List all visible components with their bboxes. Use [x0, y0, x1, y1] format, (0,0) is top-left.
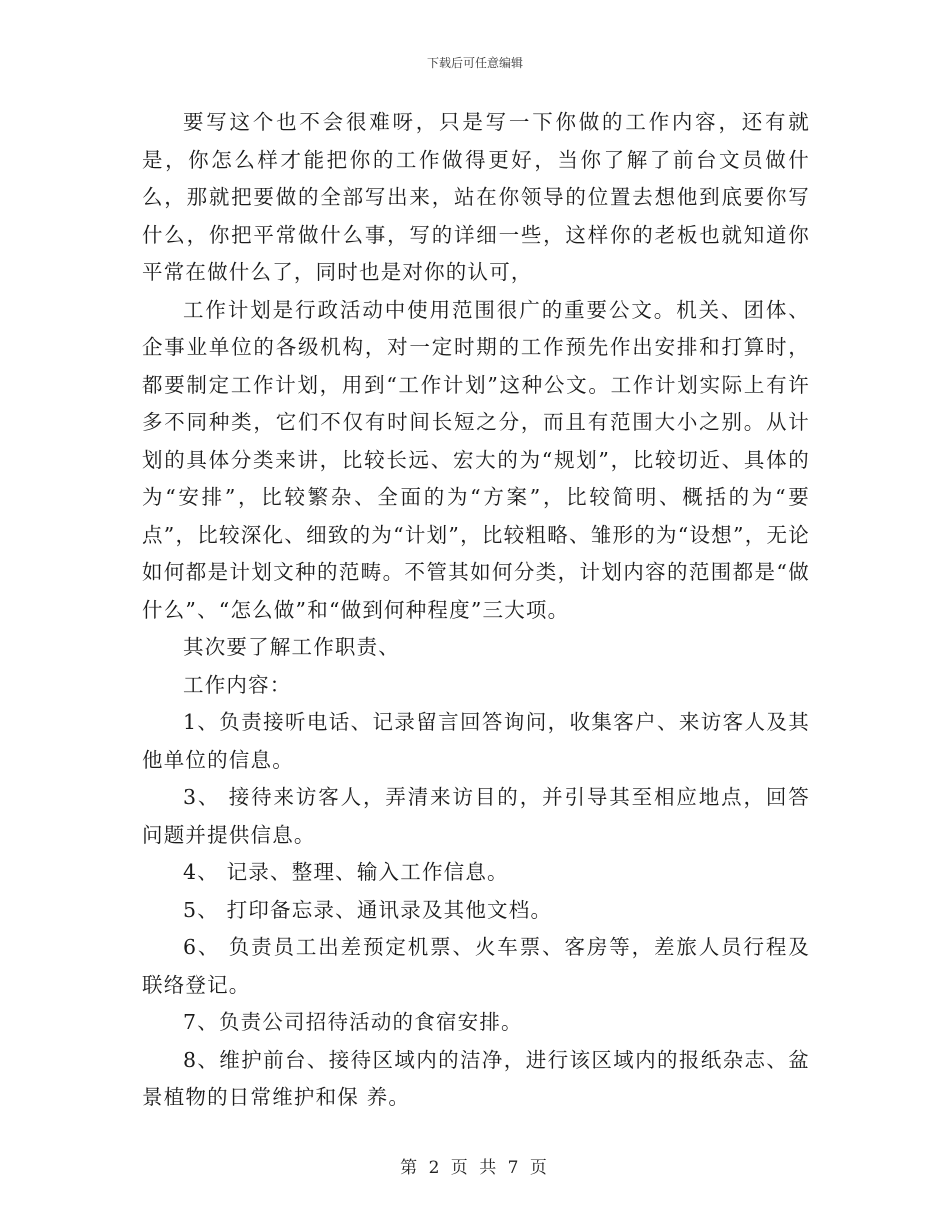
paragraph-content-heading: 工作内容：: [183, 672, 292, 697]
header-note: 下载后可任意编辑: [426, 56, 523, 70]
paragraph-intro: 要写这个也不会很难呀，只是写一下你做的工作内容，还有就是，你怎么样才能把你的工作做得更好，当你了解了前台文员做什么，那就把要做的全部写出来，站在你领导的位置去想他到底要你写什么，你把平常做什么事，写的详细一些，这样你的老板也就知道你平常在做什么了，同时也是对你的认可，: [142, 110, 810, 284]
list-item: 4、 记录、整理、输入工作信息。: [183, 860, 509, 884]
list-item: 7、负责公司招待活动的食宿安排。: [183, 1010, 523, 1034]
list-item: 6、 负责员工出差预定机票、火车票、客房等，差旅人员行程及联络登记。: [142, 935, 810, 997]
paragraph-work-plan: 工作计划是行政活动中使用范围很广的重要公文。机关、团体、企事业单位的各级机构，对一定时期的工作预先作出安排和打算时，都要制定工作计划，用到“工作计划”这种公文。工作计划实际上有许多不同种类，它们不仅有时间长短之分，而且有范围大小之别。从计划的具体分类来讲，比较长远、宏大的为“规划”，比较切近、具体的为“安排”，比较繁杂、全面的为“方案”，比较简明、概括的为“要点”，比较深化、细致的为“计划”，比较粗略、雏形的为“设想”，无论如何都是计划文种的范畴。不管其如何分类，计划内容的范围都是“做什么”、“怎么做”和“做到何种程度”三大项。: [142, 297, 810, 622]
list-item: 5、 打印备忘录、通讯录及其他文档。: [183, 897, 553, 922]
paragraph-duties-heading: 其次要了解工作职责、: [183, 635, 400, 659]
document-body: [142, 104, 810, 1117]
list-item: 1、负责接听电话、记录留言回答询问，收集客户、来访客人及其他单位的信息。: [142, 710, 810, 772]
page-number: 第 2 页 共 7 页: [400, 1158, 550, 1178]
list-item: 3、 接待来访客人，弄清来访目的，并引导其至相应地点，回答问题并提供信息。: [142, 785, 810, 847]
list-item: 8、维护前台、接待区域内的洁净，进行该区域内的报纸杂志、盆景植物的日常维护和保 养。: [142, 1047, 810, 1109]
